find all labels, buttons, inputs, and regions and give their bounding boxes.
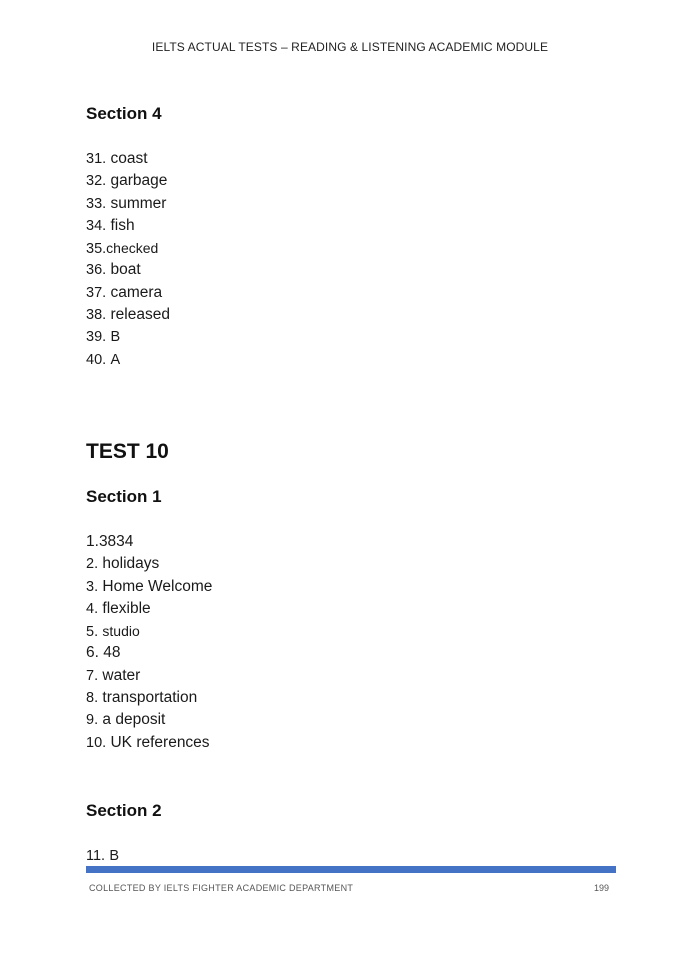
answer-item: 1.3834 bbox=[86, 533, 134, 550]
answer-item: 9. a deposit bbox=[86, 711, 166, 729]
answer-item: 39. B bbox=[86, 329, 121, 346]
answer-item: 38. released bbox=[86, 306, 170, 324]
answer-item: 4. flexible bbox=[86, 599, 151, 617]
footer-rule bbox=[86, 866, 616, 873]
answer-item: 10. UK references bbox=[86, 733, 210, 751]
answer-item: 33. summer bbox=[86, 194, 167, 212]
test-title: TEST 10 bbox=[86, 440, 169, 463]
answer-item: 36. boat bbox=[86, 261, 141, 279]
answer-item: 31. coast bbox=[86, 150, 148, 167]
answer-item: 5. studio bbox=[86, 623, 140, 641]
answer-item: 35.checked bbox=[86, 240, 159, 258]
answer-item: 6. 48 bbox=[86, 644, 121, 662]
answer-item: 34. fish bbox=[86, 216, 135, 234]
running-header: IELTS ACTUAL TESTS – READING & LISTENING ACADEMIC MODULE bbox=[151, 40, 549, 54]
section-4-heading: Section 4 bbox=[86, 104, 162, 123]
answer-item: 11. B bbox=[86, 848, 120, 864]
answer-item: 3. Home Welcome bbox=[86, 577, 213, 595]
section-2-answer-list bbox=[86, 845, 119, 867]
answer-item: 32. garbage bbox=[86, 172, 168, 190]
answer-item: 2. holidays bbox=[86, 555, 160, 573]
section-2-heading: Section 2 bbox=[86, 801, 162, 820]
section-1-heading: Section 1 bbox=[86, 487, 162, 506]
footer-credit: COLLECTED BY IELTS FIGHTER ACADEMIC DEPARTMENT bbox=[89, 883, 354, 893]
answer-item: 8. transportation bbox=[86, 689, 198, 707]
section-4-answer-list bbox=[86, 148, 170, 371]
section-1-answer-list bbox=[86, 531, 212, 754]
answer-item: 37. camera bbox=[86, 283, 163, 301]
page-number: 199 bbox=[593, 883, 609, 893]
answer-item: 7. water bbox=[86, 666, 141, 684]
answer-item: 40. A bbox=[86, 351, 121, 368]
